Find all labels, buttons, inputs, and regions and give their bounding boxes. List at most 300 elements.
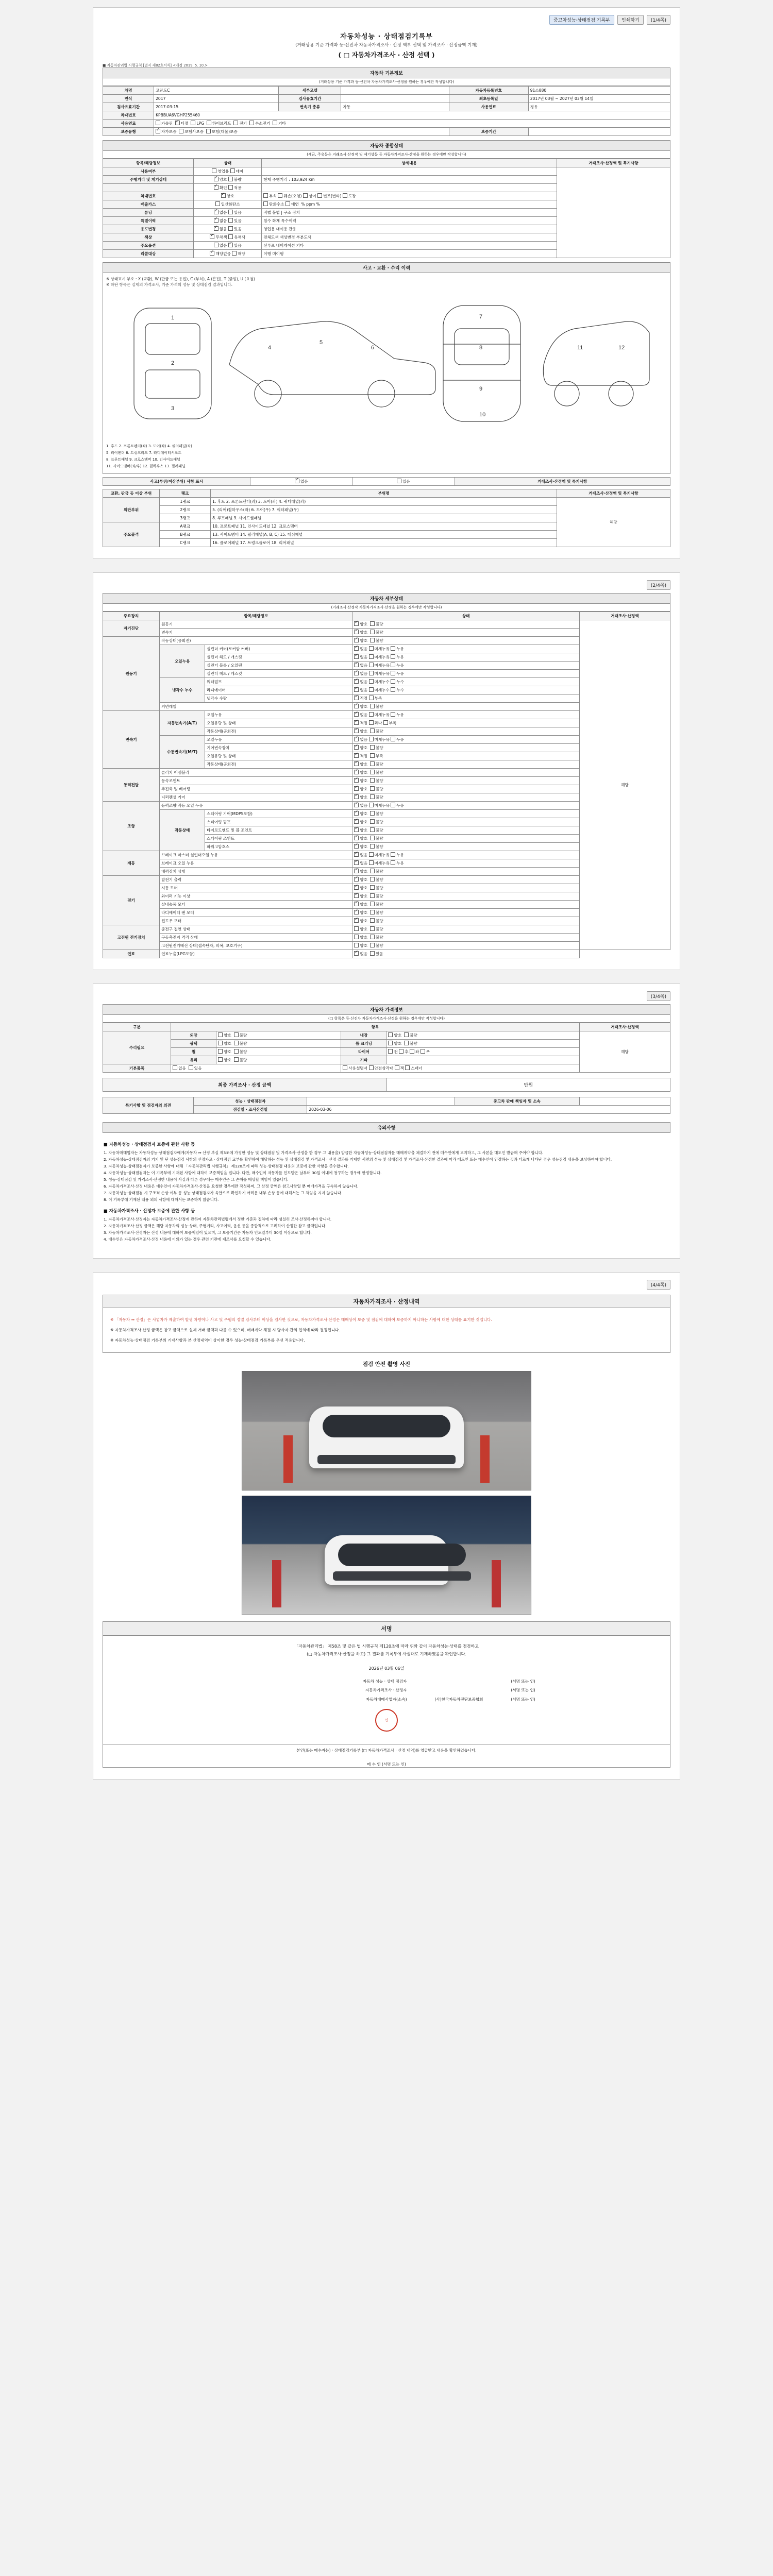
final-price-label: 최종 가격조사 · 산정 금액	[103, 1078, 387, 1092]
group-name: 원동기	[103, 637, 160, 711]
final-price-table	[103, 1078, 670, 1092]
item-name: 시동 모터	[160, 884, 352, 892]
fuel-options	[154, 120, 670, 128]
car-diagram[interactable]	[106, 287, 667, 442]
buyer-sign-line: 매 수 인 (서명 또는 인)	[367, 1762, 406, 1767]
notices-title: 유의사항	[103, 1122, 670, 1133]
cond-detail[interactable]: 부식 훼손(오염) 상이 변조(변타) 도장	[262, 192, 557, 200]
notice-item: 7. 자동차성능·상태점검 시 구조적 손상 여부 등 성능·상태점검자가 육안으로 확인하기 어려운 내부 손상 등에 대해서는 그 책임을 지지 않습니다.	[104, 1191, 343, 1196]
item-state[interactable]: ✓ 양호 불량	[352, 876, 579, 884]
price-state[interactable]: 양호 불량	[216, 1040, 341, 1048]
cond-right-note	[557, 167, 670, 258]
item-name: 오일누유	[205, 711, 352, 719]
item-name: 와이퍼 기능 이상	[160, 892, 352, 901]
item-name: 작동상태(공회전)	[160, 637, 352, 645]
col-right: 거래조사·산정액 및 특기사항	[557, 489, 670, 498]
item-state[interactable]: ✓ 양호 불량	[352, 785, 579, 793]
item-state[interactable]: ✓ 적정 과다 부족	[352, 719, 579, 727]
warranty-opt[interactable]: ✓ 자가보증	[156, 129, 176, 134]
svg-text:8: 8	[479, 345, 483, 351]
price-state[interactable]: 양호 불량	[216, 1031, 341, 1040]
subgroup-name: 자동변속기(A/T)	[160, 711, 205, 736]
row-label2: 변속기 종류	[279, 103, 341, 111]
rank: A랭크	[160, 522, 211, 531]
item-name: 라디에이터 팬 모터	[160, 909, 352, 917]
corrosion-right-label: 거래조사·산정액 및 특기사항	[455, 478, 670, 486]
warranty-period-label: 보증기간	[449, 128, 528, 136]
item-state[interactable]: ✓ 양호 불량	[352, 769, 579, 777]
item-name: 스티어링 펌프	[205, 818, 352, 826]
section-condition-note: (세금, 주유등은 거래조사·산정작 및 제기상등 등 자동차가격조사·산정을 원하는 경우에만 작성합니다)	[103, 151, 670, 159]
document-root	[0, 7, 773, 1780]
fuel-opt[interactable]: ✓ 디젤	[175, 121, 189, 126]
item-state[interactable]: ✓ 양호 불량	[352, 892, 579, 901]
section-basic-info: 자동차 기본정보	[103, 67, 670, 78]
group-name: 동력전달	[103, 769, 160, 802]
price-survey-title: 자동차가격조사 · 산정내역	[103, 1295, 670, 1308]
row-value: 2017	[154, 95, 279, 103]
item-state[interactable]: ✓ 양호 불량	[352, 884, 579, 892]
item-state[interactable]: 양호 불량	[352, 934, 579, 942]
signature-table	[167, 1677, 606, 1704]
cond-state[interactable]: 영업용 대여	[194, 167, 262, 176]
item-state[interactable]: ✓ 양호 불량	[352, 620, 579, 629]
notice-section-heading: ■ 자동차성능 · 상태점검자 보증에 관한 사항 등	[104, 1142, 195, 1147]
signature-date: 2026년 03월 06일	[368, 1666, 405, 1671]
svg-text:9: 9	[479, 386, 483, 392]
signature-line: 「자동차관리법」 제58조 및 같은 법 시행규칙 제120조에 따라 위와 같이 자동차성능·상태를 점검하고	[294, 1644, 479, 1649]
item-state[interactable]: ✓ 양호 불량	[352, 629, 579, 637]
item-state[interactable]: ✓ 양호 불량	[352, 810, 579, 818]
svg-text:6: 6	[371, 345, 375, 351]
price-item2: 기타	[341, 1056, 386, 1064]
price-state2[interactable]: 양호 불량	[386, 1031, 579, 1040]
item-name: 오일유량 및 상태	[205, 719, 352, 727]
sign-value	[409, 1677, 510, 1686]
dealer-label: 중고차 판매 책임자 및 소속	[455, 1097, 579, 1106]
cond-name: 주행거리 및 계기상태	[103, 176, 194, 184]
item-name: 오일누유	[205, 736, 352, 744]
section-detail: 자동차 세부상태	[103, 593, 670, 604]
row-value3: 경유	[528, 103, 670, 111]
item-state[interactable]: ✓ 양호 불량	[352, 818, 579, 826]
cond-state[interactable]: ✓ 해당없음 해당	[194, 250, 262, 258]
seal-stamp: 인	[112, 1709, 661, 1732]
item-name: 라디에이터	[205, 686, 352, 694]
notice-item: 1. 자동차가격조사·산정자는 자동차가격조사·산정에 관하여 자동차관리법령에서 정한 기준과 절차에 따라 성실히 조사·산정하여야 합니다.	[104, 1217, 332, 1222]
item-name: 실린더 커버(로커암 커버)	[205, 645, 352, 653]
item-state[interactable]: ✓ 양호 불량	[352, 637, 579, 645]
car-diagram-svg	[106, 287, 667, 442]
col-part: 교환, 판금 등 이상 부위	[103, 489, 160, 498]
notice-line: ※ 자동차성능·상태점검 기록부의 기재사항과 본 산정내역이 상이한 경우 성능·상태점검 기록부를 우선 적용합니다.	[110, 1337, 305, 1343]
page-number-4: (4/4쪽)	[647, 1280, 670, 1290]
price-state2[interactable]: 사용설명서 안전삼각대 잭 스패너	[341, 1064, 579, 1073]
accident-note-1: ※ 상태표시 부호 : X (교환), W (판금 또는 용접), C (부식), A (흠집), T (긁힘), U (요철)	[106, 277, 255, 281]
cond-state[interactable]: ✓ 없음 있음	[194, 225, 262, 233]
item-state[interactable]: ✓ 양호 불량	[352, 777, 579, 785]
notice-item: 4. 자동차성능·상태점검자는 이 기록부에 기재된 사항에 대하여 보증책임을 집니다. 다만, 매수인이 자동차를 인도받은 날부터 30일 이내에 청구하는 경우에 한정합니다.	[104, 1170, 382, 1175]
row-label: 차대번호	[103, 111, 154, 120]
legend-line-4: 11. 사이드멤버(좌/우) 12. 휠하우스 13. 필러패널	[106, 464, 186, 468]
item-name: 발전기 출력	[160, 876, 352, 884]
detail-table	[103, 612, 670, 958]
svg-text:10: 10	[479, 412, 486, 418]
subgroup-name: 수동변속기(M/T)	[160, 736, 205, 769]
item-state[interactable]: ✓ 없음 미세누유 누유	[352, 736, 579, 744]
price-item: 외장	[171, 1031, 216, 1040]
cond-detail: 이행 미이행	[262, 250, 557, 258]
inspector-footer-table	[103, 1097, 670, 1114]
section-price-note: (□ 항목은 등·신진차 자동차가격조사·산정을 원하는 경우에만 작성합니다)	[103, 1015, 670, 1023]
part-group: 주요골격	[103, 522, 160, 547]
group-name: 고전원 전기장치	[103, 925, 160, 950]
item-state[interactable]: ✓ 없음 미세누수 누수	[352, 678, 579, 686]
item-name: 오일유량 및 상태	[205, 752, 352, 760]
rank: 1랭크	[160, 498, 211, 506]
item-name: 추진축 및 베어링	[160, 785, 352, 793]
row-value2: 자동	[341, 103, 449, 111]
item-state[interactable]: ✓ 양호 불량	[352, 744, 579, 752]
fuel-opt[interactable]: 가솔린	[156, 121, 173, 126]
item-name: 기어변속장치	[205, 744, 352, 752]
row-label2: 검사유효기간	[279, 95, 341, 103]
item-state[interactable]: ✓ 양호 불량	[352, 868, 579, 876]
page-number-2: (2/4쪽)	[647, 580, 670, 590]
item-state[interactable]: ✓ 양호 불량	[352, 793, 579, 802]
inspector-value	[307, 1097, 455, 1106]
price-item: 휠	[171, 1048, 216, 1056]
part-group: 외판부위	[103, 498, 160, 522]
item-state[interactable]: ✓ 없음 미세누유 누유	[352, 670, 579, 678]
fuel-opt[interactable]: 전기	[233, 121, 247, 126]
item-name: 실린더 헤드 / 개스킷	[205, 670, 352, 678]
accident-note-2: ※ 하단 항목은 실제의 가격조사, 기준 가격의 성능 및 상태점검 결과입니다.	[106, 282, 232, 287]
signature-line: (□ 자동차가격조사·산정을 하고) 그 결과를 기록부에 사실대로 기재하였음을 확인합니다.	[307, 1651, 466, 1656]
item-name: 브레이크 오일 누유	[160, 859, 352, 868]
item-name: 배력장치 상태	[160, 868, 352, 876]
cond-name: 배출가스	[103, 200, 194, 209]
page-4-toolbar	[103, 1280, 670, 1290]
page-1	[93, 7, 680, 559]
price-group: 수리필요	[103, 1031, 171, 1064]
cond-detail: 선루프 내비게이션 기타	[262, 242, 557, 250]
notice-item: 1. 자동차매매업자는 자동차성능·상태점검자에게(자동차 ↔ 산정 부실 제3조에 가정한 성능 및 상태점검 및 가격조사·산정을 한 경우 그 내용을) 발급한 자동차성능·상태점검자를 매매계약을 체결하기 전에 매수인에게 고지하고, 그 사본을 매도인 발급해 주어야 합니다.	[104, 1150, 544, 1155]
price-right-value: 해당	[579, 1031, 670, 1073]
item-name: 변속기	[160, 629, 352, 637]
row-value: 코란도C	[154, 87, 279, 95]
signature-title: 서명	[103, 1622, 670, 1636]
group-name: 전기	[103, 876, 160, 925]
item-state[interactable]: ✓ 없음 미세누유 누유	[352, 711, 579, 719]
section-detail-note: (거래조사·산정작 자동차가격조사·산정을 원하는 경우에만 작성합니다)	[103, 604, 670, 612]
price-state[interactable]: 양호 불량	[216, 1048, 341, 1056]
page-4	[93, 1272, 680, 1780]
remark-label: 특기사항 및 점검자의 의견	[103, 1097, 194, 1114]
row-label: 검사유효기간	[103, 103, 154, 111]
page-title: 자동차성능 · 상태점검기록부	[340, 33, 433, 41]
page-3-toolbar	[103, 991, 670, 1001]
price-state[interactable]: 없음 있음	[171, 1064, 341, 1073]
group-name: 제동	[103, 851, 160, 876]
confirm-note: 본인(또는 매수자는) · 상태점검기록부 (□ 자동차가격조사 · 산정 내역)를 영급받고 내용을 확인하였습니다.	[103, 1744, 670, 1753]
part-items: 1. 후드 2. 프론트펜더(좌) 3. 도어(좌) 4. 쿼터패널(좌)	[211, 498, 557, 506]
page-subtitle: (거래상용 기준 가격과 등·신진차 자동차가격조사 · 산정 액부 선택 및 가격조사 · 산정금액 기재)	[295, 43, 478, 48]
cond-name: 사용여부	[103, 167, 194, 176]
item-state[interactable]: ✓ 양호 불량	[352, 917, 579, 925]
svg-text:11: 11	[577, 345, 583, 351]
item-name: 실내송풍 모터	[160, 901, 352, 909]
warranty-options	[154, 128, 449, 136]
item-state[interactable]: ✓ 없음 미세누유 누유	[352, 645, 579, 653]
item-state[interactable]: ✓ 양호 불량	[352, 727, 579, 736]
item-name: 디퍼렌셜 기어	[160, 793, 352, 802]
svg-text:5: 5	[320, 340, 323, 346]
accident-diagram-wrap	[103, 273, 670, 474]
row-label: 차명	[103, 87, 154, 95]
item-state[interactable]: ✓ 적정 부족	[352, 694, 579, 703]
page-toolbar	[103, 15, 670, 25]
item-name: 동력조향 작동 오일 누유	[160, 802, 352, 810]
price-item: 유리	[171, 1056, 216, 1064]
row-value3: 2017년 03월 ~ 2027년 03월 14일	[528, 95, 670, 103]
price-item2: 룸 크리닝	[341, 1040, 386, 1048]
cond-name	[103, 184, 194, 192]
fuel-opt[interactable]: 기타	[273, 121, 286, 126]
notice-section-heading: ■ 자동차가격조사 · 산정자 보증에 관한 사항 등	[104, 1208, 195, 1214]
photo-underbody	[242, 1496, 531, 1615]
col-state: 상태	[352, 612, 579, 620]
fuel-label: 사용연료	[103, 120, 154, 128]
group-name: 자기진단	[103, 620, 160, 637]
item-state[interactable]: ✓ 없음 미세누수 누수	[352, 686, 579, 694]
part-items: 16. 플로어패널 17. 트렁크플로어 18. 리어패널	[211, 539, 557, 547]
sign-role: 자동차 성능 · 상태 점검자	[363, 1679, 407, 1684]
section-condition: 자동차 종합상태	[103, 140, 670, 151]
row-value3: 91소880	[528, 87, 670, 95]
notice-item: 6. 자동차가격조사·산정 내용은 매수인이 자동차가격조사·산정을 요청한 경우에만 작성하며, 그 산정 금액은 참고사항일 뿐 매매가격을 구속하지 않습니다.	[104, 1184, 359, 1189]
cond-state[interactable]: ✓확인 적용	[194, 184, 262, 192]
price-table	[103, 1023, 670, 1073]
item-state[interactable]: ✓ 양호 불량	[352, 826, 579, 835]
col-item: 항목/해당정보	[103, 159, 194, 167]
sign-seal: (서명 또는 인)	[511, 1679, 535, 1684]
price-state2[interactable]: 양호 불량	[386, 1040, 579, 1048]
cond-detail: 전체도색 색상변경 부분도색	[262, 233, 557, 242]
cond-detail: 침수 화재 특수이력	[262, 217, 557, 225]
part-items: 13. 사이드멤버 14. 필러패널(A, B, C) 15. 대쉬패널	[211, 531, 557, 539]
col-main-device: 주요장치	[103, 612, 160, 620]
notice-item: 3. 자동차가격조사·산정자는 산정 내용에 대하여 보증책임이 있으며, 그 보증기간은 자동차 인도일부터 30일 이상으로 합니다.	[104, 1230, 312, 1235]
cond-name: 리콜대상	[103, 250, 194, 258]
cond-detail: 영업용 대여용 관용	[262, 225, 557, 233]
cond-detail	[262, 184, 557, 192]
notice-line: ※ 자동차가격조사·산정 금액은 참고 금액으로 실제 거래 금액과 다를 수 있으며, 매매계약 체결 시 당사자 간의 협의에 따라 결정됩니다.	[110, 1327, 340, 1332]
notice-item: 4. 매수인은 자동차가격조사·산정 내용에 이의가 있는 경우 관련 기관에 재조사를 요청할 수 있습니다.	[104, 1237, 272, 1242]
item-name: 윈도우 모터	[160, 917, 352, 925]
item-state[interactable]: ✓ 없음 있음	[352, 950, 579, 958]
svg-text:12: 12	[618, 345, 625, 351]
corrosion-table	[103, 477, 670, 486]
cond-name: 튜닝	[103, 209, 194, 217]
item-state[interactable]: ✓ 없음 미세누유 누유	[352, 851, 579, 859]
cond-name: 색상	[103, 233, 194, 242]
item-name: 스티어링 기어(MDPS포함)	[205, 810, 352, 818]
sign-value: (사)한국자동차진단보증협회	[434, 1697, 483, 1702]
item-name: 파워고압호스	[205, 843, 352, 851]
cond-state[interactable]: ✓ 무채색 유채색	[194, 233, 262, 242]
col-item: 항목	[171, 1023, 580, 1031]
item-state[interactable]: 양호 불량	[352, 925, 579, 934]
item-name: 스티어링 조인트	[205, 835, 352, 843]
dealer-value	[579, 1097, 670, 1106]
item-name: 원동기	[160, 620, 352, 629]
col-detail: 상세내용	[262, 159, 557, 167]
row-label3: 최초등록일	[449, 95, 528, 103]
svg-text:7: 7	[479, 314, 483, 320]
item-state[interactable]: ✓ 양호 불량	[352, 909, 579, 917]
rank: C랭크	[160, 539, 211, 547]
rank: 2랭크	[160, 506, 211, 514]
cond-state[interactable]: ✓ 양호 불량	[194, 176, 262, 184]
svg-text:1: 1	[171, 315, 175, 321]
fuel-opt[interactable]: 수소전기	[249, 121, 270, 126]
group-name: 연료	[103, 950, 160, 958]
item-state[interactable]: ✓ 양호 불량	[352, 703, 579, 711]
corrosion-opt-none[interactable]: ✓ 없음	[250, 478, 352, 486]
col-group: 구분	[103, 1023, 171, 1031]
cond-name: 차대번호	[103, 192, 194, 200]
fuel-opt[interactable]: LPG	[191, 121, 204, 126]
parts-rank-table	[103, 489, 670, 547]
row-label3: 자동차등록번호	[449, 87, 528, 95]
page-3	[93, 984, 680, 1259]
row-label2: 세부모델	[279, 87, 341, 95]
row-label: 연식	[103, 95, 154, 103]
item-name: 고전원전기배선 상태(접속단자, 피복, 보호기구)	[160, 942, 352, 950]
item-name: 구동축전지 격리 상태	[160, 934, 352, 942]
part-items: 8. 루프패널 9. 사이드씰패널	[211, 514, 557, 522]
sign-role: 자동차매매사업자(소속)	[366, 1697, 407, 1702]
group-name: 조향	[103, 802, 160, 851]
price-survey-option: ( □ 자동차가격조사 · 산정 선택 )	[338, 51, 435, 59]
rank: B랭크	[160, 531, 211, 539]
condition-table	[103, 159, 670, 258]
notice-item: 3. 자동차성능·상태점검자가 보증한 사항에 대해 「자동차관리법 시행규칙」 제120조에 따라 성능·상태점검 내용의 보증에 관한 사항을 준수합니다.	[104, 1163, 349, 1168]
print-button[interactable]: 인쇄하기	[617, 15, 644, 25]
warranty-opt[interactable]: 보험(대물)보증	[206, 129, 238, 134]
item-name: 작동상태(공회전)	[205, 760, 352, 769]
parts-right-value: 해당	[557, 498, 670, 547]
notice-item: 2. 자동차가격조사·산정 금액은 해당 자동차의 성능·상태, 주행거리, 사고이력, 옵션 등을 종합적으로 고려하여 산정한 참고 금액입니다.	[104, 1224, 327, 1229]
law-reference: ■ 자동차관리법 시행규칙 [별지 제82호서식] <개정 2019. 5. 10.>	[103, 63, 208, 67]
notice-item: 8. 이 기록부에 기재된 내용 외의 사항에 대해서는 보증하지 않습니다.	[104, 1197, 219, 1202]
cond-detail: 현재 주행거리 : 103,924 km	[262, 176, 557, 184]
signature-section	[103, 1621, 670, 1768]
inspect-date-value: 2026-03-06	[307, 1106, 670, 1114]
inspector-label: 성능 · 상태점검자	[194, 1097, 307, 1106]
notice-item: 5. 성능·상태점검 및 가격조사·산정한 내용이 사실과 다른 경우에는 매수인은 그 손해를 배상할 책임이 있습니다.	[104, 1177, 289, 1182]
cond-state[interactable]: ✓ 양호	[194, 192, 262, 200]
price-item2: 타이어	[341, 1048, 386, 1056]
item-state[interactable]: ✓ 없음 미세누유 누유	[352, 859, 579, 868]
item-name: 충전구 절연 상태	[160, 925, 352, 934]
item-name: 실린더 헤드 / 개스킷	[205, 653, 352, 662]
cond-state[interactable]: ✓ 없음 있음	[194, 217, 262, 225]
corrosion-opt-yes[interactable]: 있음	[352, 478, 455, 486]
group-name: 변속기	[103, 711, 160, 769]
row-value2	[341, 95, 449, 103]
cond-state[interactable]: 일산화탄소	[194, 200, 262, 209]
inspect-date-label: 점검일 · 조사산정일	[194, 1106, 307, 1114]
corrosion-label: 사고(부위/이상부위) 사항 표시	[103, 478, 250, 486]
sign-value	[409, 1686, 510, 1695]
col-right: 거래조사·산정액	[579, 612, 670, 620]
item-state[interactable]: ✓ 적정 부족	[352, 752, 579, 760]
item-state[interactable]: ✓ 양호 불량	[352, 835, 579, 843]
item-name: 등속조인트	[160, 777, 352, 785]
section-price: 자동차 가격정보	[103, 1004, 670, 1015]
price-item: 광택	[171, 1040, 216, 1048]
item-state[interactable]: ✓ 양호 불량	[352, 901, 579, 909]
col-right: 거래조사·산정액 및 특기사항	[557, 159, 670, 167]
price-item2: 내장	[341, 1031, 386, 1040]
sign-seal: (서명 또는 인)	[511, 1697, 535, 1702]
part-items: 5. (리어)휠하우스(좌) 6. 도어(우) 7. 쿼터패널(우)	[211, 506, 557, 514]
cond-state[interactable]: ✓ 없음 있음	[194, 209, 262, 217]
price-group: 기본품목	[103, 1064, 171, 1073]
item-name: 클러치 어셈블리	[160, 769, 352, 777]
legend-line-2: 5. 리어펜더 6. 트렁크리드 7. 라디에이터서포트	[106, 451, 182, 455]
fuel-opt[interactable]: 하이브리드	[207, 121, 231, 126]
item-state[interactable]: ✓ 없음 미세누유 누유	[352, 662, 579, 670]
cond-detail: 적법 불법 | 구조 장치	[262, 209, 557, 217]
row-label3: 사용연료	[449, 103, 528, 111]
warranty-opt[interactable]: 보험사보증	[179, 129, 204, 134]
cond-detail	[262, 167, 557, 176]
cond-name: 용도변경	[103, 225, 194, 233]
sign-seal: (서명 또는 인)	[511, 1688, 535, 1693]
col-parts: 부위명	[211, 489, 557, 498]
col-right: 거래조사·산정액	[579, 1023, 670, 1031]
signature-body	[103, 1636, 670, 1739]
section-basic-note: (거래상용 기준 가격과 등·신진차 자동차가격조사·산정을 원하는 경우에만 작성합니다)	[103, 78, 670, 86]
col-rank: 랭크	[160, 489, 211, 498]
price-state[interactable]: 양호 불량	[216, 1056, 341, 1064]
subgroup-name: 작동상태	[160, 810, 205, 851]
price-state2[interactable]: 전 후 좌 우	[386, 1048, 579, 1056]
item-state[interactable]: ✓ 없음 미세누유 누유	[352, 802, 579, 810]
section-accident: 사고 · 교환 · 수리 이력	[103, 262, 670, 273]
photo-front	[242, 1371, 531, 1490]
svg-text:4: 4	[268, 345, 272, 351]
cond-name: 특별이력	[103, 217, 194, 225]
svg-text:2: 2	[171, 360, 175, 366]
item-state[interactable]: 양호 불량	[352, 942, 579, 950]
legend-line-3: 8. 프론트패널 9. 크로스멤버 10. 인사이드패널	[106, 457, 180, 462]
warranty-period-value	[528, 128, 670, 136]
item-name: 커먼레일	[160, 703, 352, 711]
part-items: 10. 프론트패널 11. 인사이드패널 12. 크로스멤버	[211, 522, 557, 531]
item-state[interactable]: ✓ 양호 불량	[352, 760, 579, 769]
col-item: 항목/해당정보	[160, 612, 352, 620]
basic-info-table	[103, 86, 670, 136]
item-name: 브레이크 마스터 실린더오일 누유	[160, 851, 352, 859]
item-state[interactable]: ✓ 양호 불량	[352, 843, 579, 851]
cond-state[interactable]: 없음 ✓ 있음	[194, 242, 262, 250]
price-survey-notice	[103, 1308, 670, 1353]
item-state[interactable]: ✓ 없음 미세누유 누유	[352, 653, 579, 662]
